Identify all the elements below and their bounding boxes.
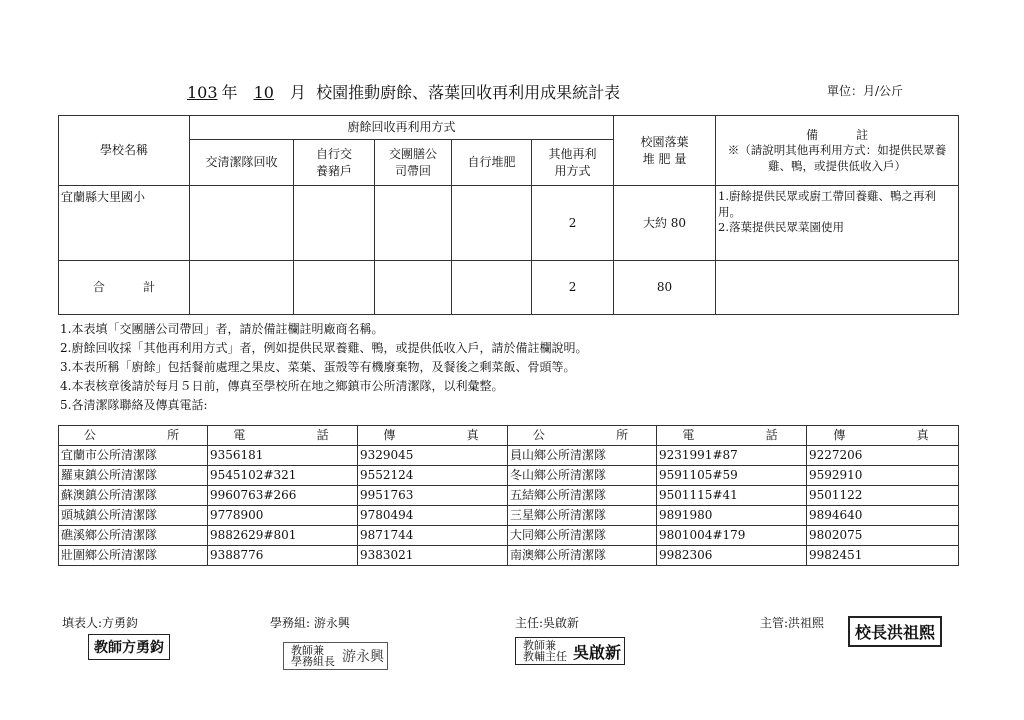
col-leaves: 校園落葉 堆 肥 量 bbox=[614, 116, 716, 186]
office: 礁溪鄉公所清潔隊 bbox=[59, 526, 208, 546]
col-other: 其他再利 用方式 bbox=[532, 140, 614, 186]
page-title bbox=[183, 80, 620, 103]
header-phone: 電 話 bbox=[657, 426, 807, 446]
office: 宜蘭市公所清潔隊 bbox=[59, 446, 208, 466]
fax: 9552124 bbox=[358, 466, 508, 486]
remark-2: 2.落葉提供民眾菜園使用 bbox=[718, 220, 845, 235]
unit-label: 單位：月/公斤 bbox=[827, 84, 904, 98]
total-leaves: 80 bbox=[614, 261, 716, 315]
note-item: 4.本表核章後請於每月５日前，傳真至學校所在地之鄉鎮市公所清潔隊，以利彙整。 bbox=[60, 379, 504, 393]
note-item: 5.各清潔隊聯絡及傳真電話: bbox=[60, 398, 208, 412]
office: 頭城鎮公所清潔隊 bbox=[59, 506, 208, 526]
col-clean-team: 交清潔隊回收 bbox=[190, 140, 294, 186]
statistics-table bbox=[58, 115, 959, 315]
academic-signature: 學務組: 游永興 bbox=[270, 616, 350, 630]
title-year: 103 bbox=[187, 83, 218, 102]
phone: 9231991#87 bbox=[657, 446, 807, 466]
cell-caterer bbox=[375, 186, 452, 261]
group-kitchen-waste: 廚餘回收再利用方式 bbox=[190, 116, 614, 140]
phone: 9356181 bbox=[208, 446, 358, 466]
fax: 9951763 bbox=[358, 486, 508, 506]
header-phone: 電 話 bbox=[208, 426, 358, 446]
note-item: 2.廚餘回收採「其他再利用方式」者，例如提供民眾養雞、鴨，或提供低收入戶，請於備註欄說明。 bbox=[60, 341, 588, 355]
total-row bbox=[59, 261, 959, 315]
phone: 9501115#41 bbox=[657, 486, 807, 506]
office: 三星鄉公所清潔隊 bbox=[508, 506, 657, 526]
total-label: 合 計 bbox=[59, 261, 190, 315]
director-signature: 主任:吳啟新 bbox=[515, 616, 580, 630]
office: 員山鄉公所清潔隊 bbox=[508, 446, 657, 466]
academic-stamp-title: 教師兼 學務組長 bbox=[291, 644, 335, 668]
principal-stamp: 校長洪祖熙 bbox=[848, 616, 942, 647]
fax: 9501122 bbox=[807, 486, 959, 506]
phone: 9778900 bbox=[208, 506, 358, 526]
header-fax: 傳 真 bbox=[807, 426, 959, 446]
cell-other: 2 bbox=[532, 186, 614, 261]
office: 南澳鄉公所清潔隊 bbox=[508, 546, 657, 566]
table-row bbox=[59, 546, 959, 566]
cell-self-pig bbox=[294, 186, 375, 261]
phone: 9891980 bbox=[657, 506, 807, 526]
cell-self-compost bbox=[452, 186, 532, 261]
remarks-desc: ※（請說明其他再利用方式：如提供民眾養雞、鴨，或提供低收入戶） bbox=[727, 143, 947, 173]
director-stamp-name: 吳啟新 bbox=[573, 642, 622, 662]
director-stamp bbox=[515, 637, 625, 665]
col-school-name: 學校名稱 bbox=[59, 116, 190, 186]
fax: 9982451 bbox=[807, 546, 959, 566]
fax: 9802075 bbox=[807, 526, 959, 546]
header-fax: 傳 真 bbox=[358, 426, 508, 446]
fax: 9780494 bbox=[358, 506, 508, 526]
cell-remarks bbox=[716, 186, 959, 261]
phone: 9545102#321 bbox=[208, 466, 358, 486]
office: 五結鄉公所清潔隊 bbox=[508, 486, 657, 506]
office: 冬山鄉公所清潔隊 bbox=[508, 466, 657, 486]
phone: 9801004#179 bbox=[657, 526, 807, 546]
phone: 9591105#59 bbox=[657, 466, 807, 486]
note-item: 1.本表填「交團膳公司帶回」者，請於備註欄註明廠商名稱。 bbox=[60, 322, 384, 336]
cell-clean-team bbox=[190, 186, 294, 261]
office: 蘇澳鎮公所清潔隊 bbox=[59, 486, 208, 506]
fax: 9383021 bbox=[358, 546, 508, 566]
school-name: 宜蘭縣大里國小 bbox=[59, 186, 190, 261]
academic-stamp-name: 游永興 bbox=[342, 649, 384, 665]
notes bbox=[60, 320, 587, 415]
filler-stamp: 教師方勇鈞 bbox=[88, 634, 170, 660]
table-row bbox=[59, 446, 959, 466]
fax: 9871744 bbox=[358, 526, 508, 546]
office: 羅東鎮公所清潔隊 bbox=[59, 466, 208, 486]
phone: 9882629#801 bbox=[208, 526, 358, 546]
total-other: 2 bbox=[532, 261, 614, 315]
contact-table bbox=[58, 425, 959, 566]
phone: 9388776 bbox=[208, 546, 358, 566]
fax: 9227206 bbox=[807, 446, 959, 466]
cell-leaves: 大約 80 bbox=[614, 186, 716, 261]
academic-stamp bbox=[283, 642, 388, 670]
office: 大同鄉公所清潔隊 bbox=[508, 526, 657, 546]
col-caterer: 交團膳公 司帶回 bbox=[375, 140, 452, 186]
fax: 9592910 bbox=[807, 466, 959, 486]
col-remarks bbox=[716, 116, 959, 186]
header-office: 公 所 bbox=[508, 426, 657, 446]
table-row bbox=[59, 466, 959, 486]
filler-signature: 填表人:方勇鈞 bbox=[62, 616, 139, 630]
fax: 9894640 bbox=[807, 506, 959, 526]
title-month-suffix: 月 bbox=[289, 83, 306, 102]
col-self-compost: 自行堆肥 bbox=[452, 140, 532, 186]
table-row bbox=[59, 186, 959, 261]
note-item: 3.本表所稱「廚餘」包括餐前處理之果皮、菜葉、蛋殼等有機廢棄物，及餐後之剩菜飯、骨頭等。 bbox=[60, 360, 576, 374]
supervisor-signature: 主管:洪祖熙 bbox=[760, 616, 825, 630]
title-year-suffix: 年 bbox=[221, 83, 238, 102]
table-row bbox=[59, 506, 959, 526]
remarks-title: 備 註 bbox=[805, 127, 869, 142]
table-row bbox=[59, 486, 959, 506]
office: 壯圍鄉公所清潔隊 bbox=[59, 546, 208, 566]
fax: 9329045 bbox=[358, 446, 508, 466]
remark-1: 1.廚餘提供民眾或廚工帶回養雞、鴨之再利用。 bbox=[718, 189, 937, 219]
phone: 9982306 bbox=[657, 546, 807, 566]
title-month: 10 bbox=[253, 83, 274, 102]
table-row bbox=[59, 526, 959, 546]
header-office: 公 所 bbox=[59, 426, 208, 446]
col-self-pig: 自行交 養豬戶 bbox=[294, 140, 375, 186]
title-text: 校園推動廚餘、落葉回收再利用成果統計表 bbox=[316, 83, 621, 102]
phone: 9960763#266 bbox=[208, 486, 358, 506]
director-stamp-title: 教師兼 教輔主任 bbox=[523, 639, 567, 663]
